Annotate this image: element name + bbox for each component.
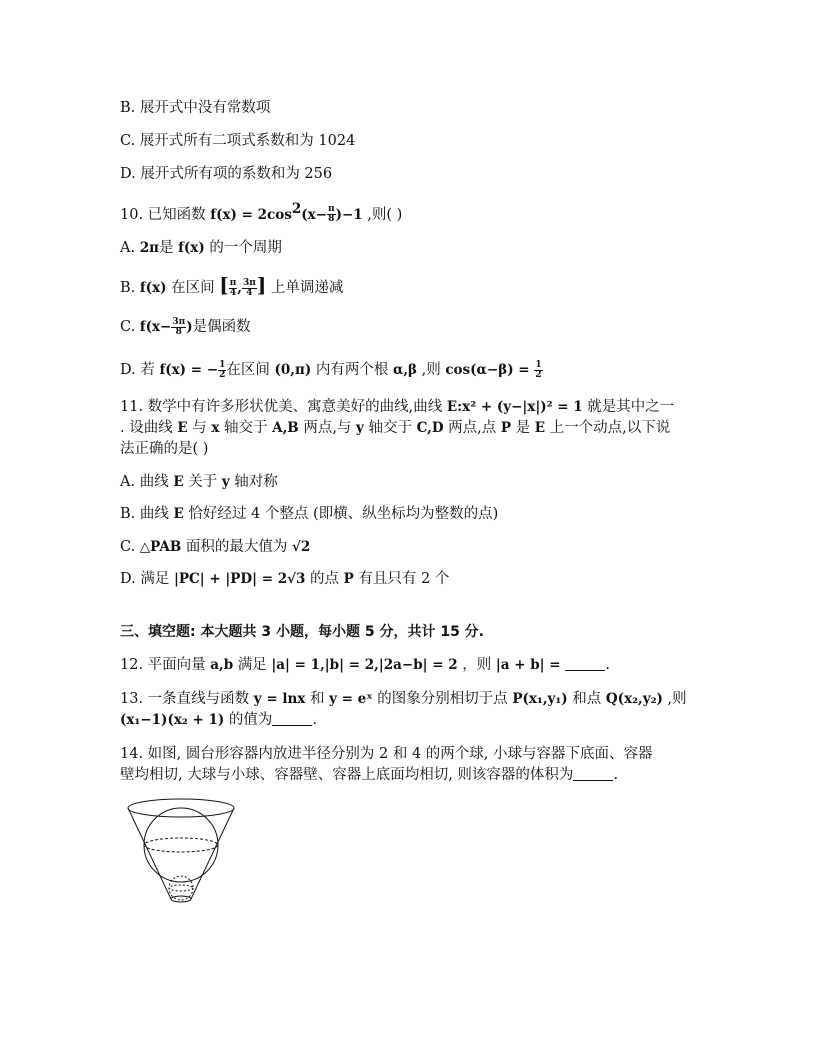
question-10: 10. 已知函数 $f(x) = 2\cos^2(x-$ $\frac{\pi}{8}$ )−1 ,则( ) (120, 201, 403, 225)
question-13-line1: 13. 一条直线与函数 y = lnx 和 y = eˣ 的图象分别相切于点 P(x₁,y₁) 和点 Q(x₂,y₂) ,则 (120, 691, 687, 707)
option-10d: D. 若 f(x) = − $\frac{1}{2}$ 在区间 (0,π) 内有两个根 α,β ,则 cos(α−β) = $\frac{1}{2}$ (120, 359, 542, 380)
option-9b: B. 展开式中没有常数项 (120, 100, 271, 116)
option-10c: C. f(x− $\frac{3\pi}{8}$ )是偶函数 (120, 316, 251, 337)
frustum-spheres-figure (124, 795, 244, 913)
question-14-line1: 14. 如图, 圆台形容器内放进半径分别为 2 和 4 的两个球, 小球与容器下底面、容器 (120, 746, 653, 762)
answer-blank (272, 711, 312, 726)
option-9c: C. 展开式所有二项式系数和为 1024 (120, 133, 356, 149)
question-12: 12. 平面向量 a,b 满足 |a| = 1,|b| = 2,|2a−b| = 2 ，则 |a + b| = . (120, 657, 610, 673)
option-9d: D. 展开式所有项的系数和为 256 (120, 166, 333, 182)
question-11-line2: . 设曲线 E 与 x 轴交于 A,B 两点,与 y 轴交于 C,D 两点,点 P 是 E 上一个动点,以下说 (120, 420, 671, 436)
answer-blank (573, 766, 613, 781)
option-11d: D. 满足 |PC| + |PD| = 2√3 的点 P 有且只有 2 个 (120, 571, 450, 587)
question-11-line1: 11. 数学中有许多形状优美、寓意美好的曲线,曲线 E:x² + (y−|x|)² = 1 就是其中之一 (120, 399, 675, 415)
question-13-line2: (x₁−1)(x₂ + 1) 的值为 . (120, 712, 318, 728)
option-11c: C. △PAB 面积的最大值为 √2 (120, 539, 311, 555)
option-11b: B. 曲线 E 恰好经过 4 个整点 (即横、纵坐标均为整数的点) (120, 506, 499, 522)
section-3-heading: 三、填空题: 本大题共 3 小题，每小题 5 分，共计 15 分. (120, 624, 484, 640)
option-10a: A. 2π是 f(x) 的一个周期 (120, 240, 282, 256)
option-11a: A. 曲线 E 关于 y 轴对称 (120, 474, 278, 490)
answer-blank (565, 656, 605, 671)
question-11-line3: 法正确的是( ) (120, 441, 209, 457)
question-14-line2: 壁均相切, 大球与小球、容器壁、容器上底面均相切, 则该容器的体积为 . (120, 767, 619, 783)
option-10b: B. f(x) 在区间 [ $\frac{\pi}{4}$ , $\frac{3\pi}{4}$ ] 上单调递减 (120, 273, 344, 298)
